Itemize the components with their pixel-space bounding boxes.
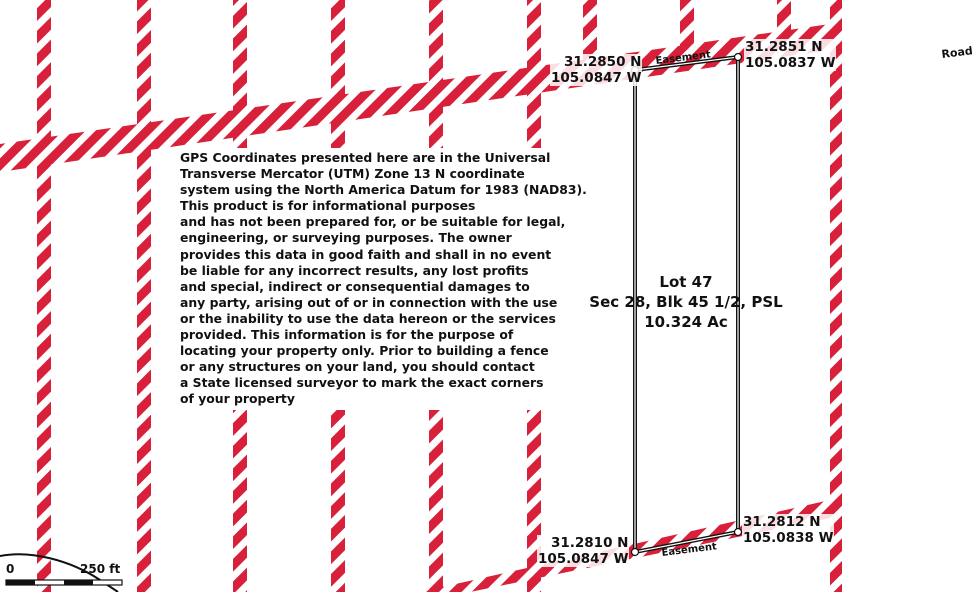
scale-end-label: 250 ft	[80, 562, 121, 576]
disclaimer-line: or any structures on your land, you should contact	[180, 359, 535, 375]
corner-sw-lat: 31.2810 N	[550, 535, 629, 551]
lot-label	[586, 272, 786, 332]
disclaimer-line: This product is for informational purposes	[180, 198, 476, 214]
corner-sw-lon: 105.0847 W	[538, 551, 629, 567]
easement-label-bottom: Easement	[661, 541, 718, 559]
disclaimer-line: locating your property only. Prior to building a fence	[180, 343, 549, 359]
corner-ne-coords	[744, 39, 836, 71]
corner-se-lon: 105.0838 W	[743, 530, 834, 546]
road-label: Road	[940, 44, 974, 61]
disclaimer-line: any party, arising out of or in connection with the use	[180, 294, 558, 310]
scale-bar	[6, 580, 122, 585]
lot-section: Sec 28, Blk 45 1/2, PSL	[589, 293, 783, 311]
disclaimer-line: provided. This information is for the purpose of	[180, 327, 514, 343]
disclaimer-line: engineering, or surveying purposes. The owner	[180, 230, 512, 246]
corner-nw-lat: 31.2850 N	[563, 54, 642, 70]
disclaimer-line: and has not been prepared for, or be suitable for legal,	[180, 214, 566, 230]
corner-ne-lat: 31.2851 N	[745, 39, 823, 55]
disclaimer-line: a State licensed surveyor to mark the exact corners	[180, 375, 544, 391]
road-strips-upper	[37, 0, 791, 150]
scale-start-label: 0	[6, 562, 15, 576]
corner-sw-coords	[537, 535, 629, 567]
corner-se-lat: 31.2812 N	[743, 514, 821, 530]
disclaimer-line: be liable for any incorrect results, any lost profits	[180, 262, 529, 278]
disclaimer-line: system using the North America Datum for 1983 (NAD83).	[180, 182, 587, 198]
lot-name: Lot 47	[659, 273, 713, 291]
disclaimer-line: GPS Coordinates presented here are in the Universal	[180, 150, 551, 165]
disclaimer-line: Transverse Mercator (UTM) Zone 13 N coordinate	[180, 166, 525, 182]
corner-nw-lon: 105.0847 W	[551, 70, 642, 86]
disclaimer-text-box	[172, 148, 590, 410]
lot-area: 10.324 Ac	[644, 313, 728, 331]
corner-ne-lon: 105.0837 W	[745, 55, 836, 71]
corner-se-coords	[742, 514, 834, 546]
corner-nw-coords	[550, 54, 642, 86]
disclaimer-line: or the inability to use the data hereon or the services	[180, 310, 556, 326]
easement-label-top: Easement	[655, 49, 712, 67]
disclaimer-line: and special, indirect or consequential damages to	[180, 278, 530, 294]
disclaimer-line: provides this data in good faith and shall in no event	[180, 246, 552, 262]
disclaimer-line: of your property	[180, 391, 295, 407]
